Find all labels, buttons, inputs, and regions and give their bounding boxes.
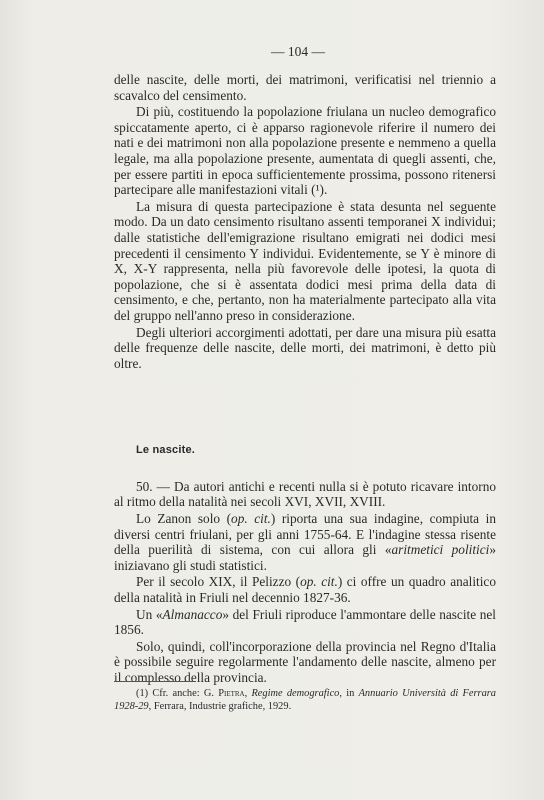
paragraph: Di più, costituendo la popolazione friulana un nucleo demografico spiccatamente aperto, ci è apparso ragionevole riferire il numero dei nati e dei matrimoni non alla popolazione presente e nemmeno a quella legale, ma alla popolazione presente, aumentata di quegli assenti, che, per essere partiti in epoca sufficientemente prossima, possono ritenersi partecipare alle manifestazioni vitali (¹). — [114, 104, 496, 198]
paragraph-pelizzo: Per il secolo XIX, il Pelizzo (op. cit.) ci offre un quadro analitico della natalità in Friuli nel decennio 1827-36. — [114, 574, 496, 606]
paragraph-50: 50. — Da autori antichi e recenti nulla si è potuto ricavare intorno al ritmo della natalità nei secoli XVI, XVII, XVIII. — [114, 478, 496, 510]
footnote-title: Regime demografico — [251, 688, 340, 699]
footnote: (1) Cfr. anche: G. Pietra, Regime demografico, in Annuario Università di Ferrara 1928-29, Ferrara, Industrie grafiche, 1929. — [114, 688, 497, 712]
quoted-term: aritmetici politici — [391, 542, 490, 558]
citation: op. cit. — [300, 574, 338, 590]
footnote-journal: Annuario Università di Ferrara 1928-29 — [114, 688, 497, 712]
paragraph-almanacco: Un «Almanacco» del Friuli riproduce l'ammontare delle nascite nel 1856. — [114, 606, 496, 638]
paragraph: La misura di questa partecipazione è stata desunta nel seguente modo. Da un dato censimento risultano assenti temporanei X individui; dalle statistiche dell'emigrazione risultano emigrati nei dodici mesi precedenti il censimento Y individui. Evidentemente, se Y è minore di X, X-Y rappresenta, nella più favorevole delle ipotesi, la quota di popolazione, che si è assentata dodici mesi prima della data di censimento, e che, pertanto, non ha materialmente partecipato alla vita del gruppo nell'anno preso in considerazione. — [114, 198, 496, 323]
paragraph-zanon: Lo Zanon solo (op. cit.) riporta una sua indagine, compiuta in diversi centri friulani, per gli anni 1755-64. E l'indagine stessa risente della puerilità di sistema, con cui allora gli «aritmetici politici» iniziavano gli studi statistici. — [114, 511, 496, 573]
paragraph: Degli ulteriori accorgimenti adottati, per dare una misura più esatta delle frequenze delle nascite, delle morti, dei matrimoni, è detto più oltre. — [114, 324, 496, 371]
paragraph: delle nascite, delle morti, dei matrimoni, verificatisi nel triennio a scavalco del censimento. — [114, 72, 496, 103]
footnote-author: Pietra — [218, 688, 245, 699]
quoted-title: Almanacco — [162, 606, 223, 622]
paragraph: Solo, quindi, coll'incorporazione della provincia nel Regno d'Italia è possibile seguire regolarmente l'andamento delle nascite, almeno per il complesso della provincia. — [114, 638, 496, 685]
section-heading: Le nascite. — [136, 444, 196, 457]
footnote-rule — [114, 681, 196, 682]
page-number: — 104 — — [271, 44, 325, 59]
citation: op. cit. — [231, 511, 271, 527]
body-text — [114, 72, 496, 686]
